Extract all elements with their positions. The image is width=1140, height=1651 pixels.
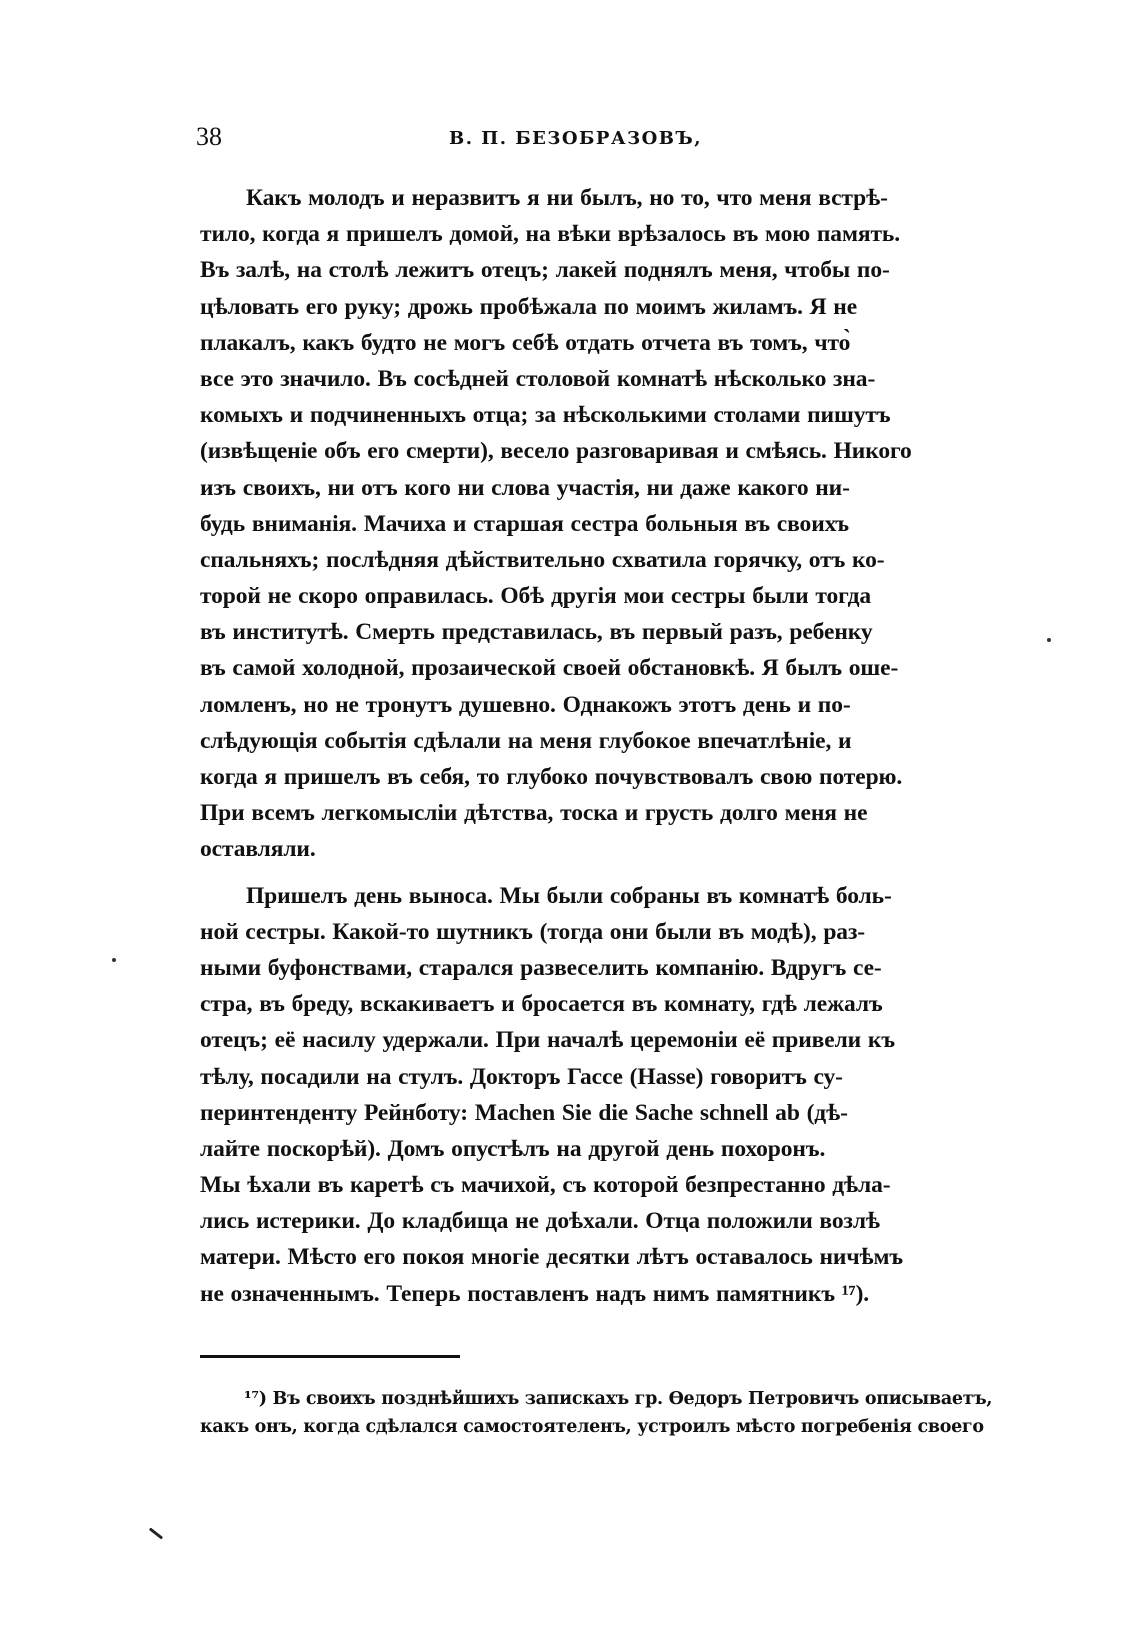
text-line: Мы ѣхали въ каретѣ съ мачихой, съ которой безпрестанно дѣла- [200, 1172, 891, 1199]
text-line: будь вниманія. Мачиха и старшая сестра больныя въ своихъ [200, 510, 849, 537]
text-line: Какъ молодъ и неразвитъ я ни былъ, но то, что меня встрѣ- [246, 185, 888, 211]
text-line: отецъ; её насилу удержали. При началѣ церемоніи её привели къ [200, 1027, 895, 1054]
footnotes [200, 1385, 1020, 1441]
text-line: тѣлу, посадили на стулъ. Докторъ Гассе (Hasse) говоритъ су- [200, 1063, 843, 1090]
text-line: (извѣщеніе объ его смерти), весело разговаривая и смѣясь. Никого [200, 438, 912, 465]
scan-speck [1047, 638, 1051, 642]
text-line: стра, въ бреду, вскакиваетъ и бросается въ комнату, гдѣ лежалъ [200, 991, 883, 1018]
page-number: 38 [196, 122, 222, 151]
text-line: При всемъ легкомысліи дѣтства, тоска и грусть долго меня не [200, 800, 868, 827]
text-line: изъ своихъ, ни отъ кого ни слова участія, ни даже какого ни- [200, 474, 850, 501]
text-line: лись истерики. До кладбища не доѣхали. Отца положили возлѣ [200, 1208, 880, 1235]
running-title: В. П. БЕЗОБРАЗОВЪ, [449, 128, 702, 149]
text-line: ными буфонствами, старался развеселить компанію. Вдругъ се- [200, 954, 882, 981]
page-header [196, 122, 976, 162]
text-line: слѣдующія событія сдѣлали на меня глубокое впечатлѣніе, и [200, 727, 852, 754]
paragraph-1 [200, 180, 1000, 868]
text-line: торой не скоро оправилась. Обѣ другія мои сестры были тогда [200, 583, 872, 610]
text-line: цѣловать его руку; дрожь пробѣжала по моимъ жиламъ. Я не [200, 293, 858, 320]
scan-speck [149, 1527, 163, 1539]
text-line: когда я пришелъ въ себя, то глубоко почувствовалъ свою потерю. [200, 764, 903, 790]
text-line: матери. Мѣсто его покоя многіе десятки лѣтъ оставалось ничѣмъ [200, 1244, 904, 1271]
paragraph-gap [200, 868, 1000, 878]
text-line: комыхъ и подчиненныхъ отца; за нѣсколькими столами пишутъ [200, 402, 891, 429]
text-line: оставляли. [200, 836, 316, 863]
text-line: въ самой холодной, прозаической своей обстановкѣ. Я былъ ошe- [200, 655, 899, 682]
footnote-separator-rule [200, 1355, 460, 1358]
text-line: въ институтѣ. Смерть представилась, въ первый разъ, ребенку [200, 619, 873, 646]
text-line: тило, когда я пришелъ домой, на вѣки врѣзалось въ мою память. [200, 221, 901, 248]
text-line: ломленъ, но не тронутъ душевно. Однакожъ этотъ день и по- [200, 691, 851, 718]
footnote-line: ¹⁷) Въ своихъ позднѣйшихъ запискахъ гр. Ѳедоръ Петровичъ описываетъ, [244, 1389, 993, 1409]
text-line: ной сестры. Какой-то шутникъ (тогда они были въ модѣ), раз- [200, 918, 866, 945]
text-line: не означеннымъ. Теперь поставленъ надъ нимъ памятникъ ¹⁷). [200, 1280, 870, 1307]
text-line: лайте поскорѣй). Домъ опустѣлъ на другой день похоронъ. [200, 1135, 826, 1162]
text-line: плакалъ, какъ будто не могъ себѣ отдать отчета въ томъ, что̀ [200, 329, 851, 356]
text-line: Въ залѣ, на столѣ лежитъ отецъ; лакей поднялъ меня, чтобы по- [200, 257, 890, 284]
paragraph-2 [200, 878, 1000, 1312]
body-text [200, 180, 1000, 1312]
text-line: спальняхъ; послѣдняя дѣйствительно схватила горячку, отъ ко- [200, 546, 885, 573]
footnote-line: какъ онъ, когда сдѣлался самостоятеленъ, устроилъ мѣсто погребенія своего [200, 1417, 984, 1437]
text-line: все это значило. Въ сосѣдней столовой комнатѣ нѣсколько зна- [200, 365, 876, 392]
scan-speck [112, 958, 116, 962]
text-line: перинтенденту Рейнботу: Machen Sie die Sache schnell ab (дѣ- [200, 1099, 848, 1126]
text-line: Пришелъ день выноса. Мы были собраны въ комнатѣ боль- [246, 882, 892, 909]
